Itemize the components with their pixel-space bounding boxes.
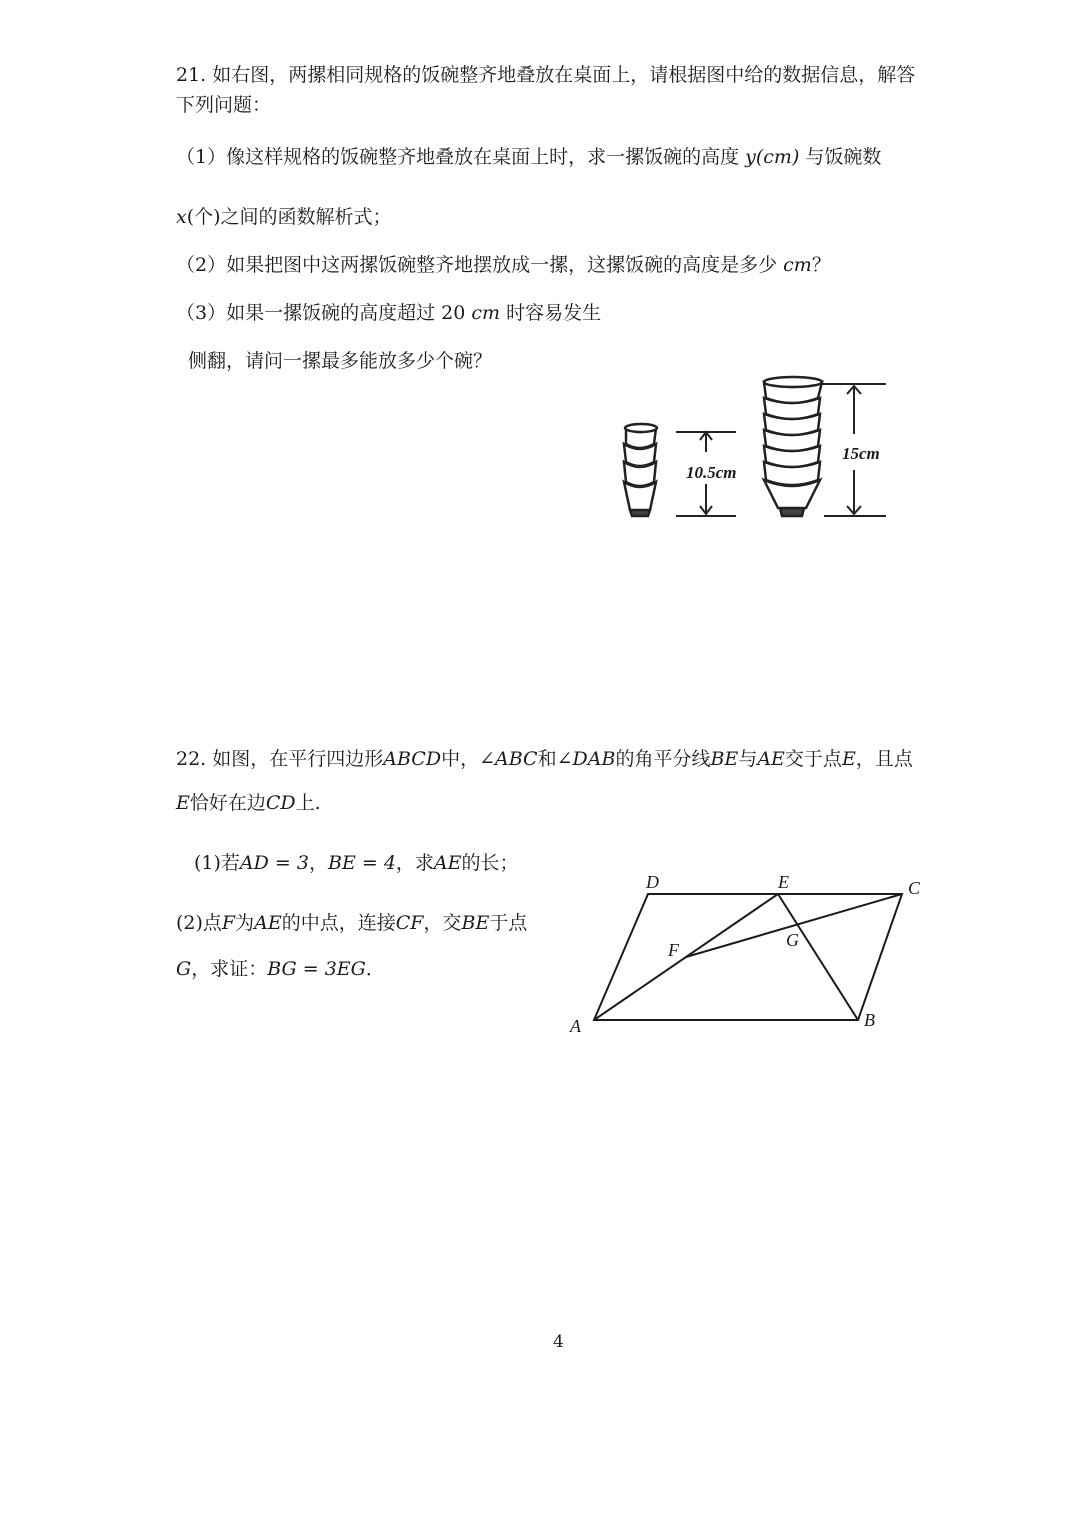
- q22-intro-text-g: ，且点: [855, 748, 913, 770]
- label-point-c: C: [908, 878, 921, 898]
- q22-intro-line-1: [176, 746, 913, 772]
- q21-part2-unit: cm: [783, 254, 812, 276]
- q22-intro-text-c: 和: [537, 748, 557, 770]
- small-stack-height-label: 10.5cm: [686, 463, 737, 482]
- q22-part2-line-1: [176, 910, 527, 936]
- q22-part1-text-a: (1)若: [194, 852, 240, 874]
- q22-part2-line-2: [176, 956, 385, 982]
- label-point-a: A: [570, 1016, 581, 1036]
- page-number: 4: [553, 1332, 564, 1352]
- q22-intro-line-2: [176, 790, 321, 816]
- q21-part1-line-1: [176, 144, 881, 170]
- q22-part2-f: F: [221, 912, 236, 934]
- q22-line2-e: E: [176, 792, 190, 814]
- small-stack-rim: [625, 424, 657, 432]
- q22-line2-text-a: 恰好在边: [189, 792, 266, 814]
- q21-part3-text-a: （3）如果一摞饭碗的高度超过 20: [176, 302, 466, 324]
- q21-part2-text-b: ？: [811, 254, 831, 276]
- q22-intro-text-d: 的角平分线: [615, 748, 711, 770]
- q22-part1-text-d: 的长；: [461, 852, 519, 874]
- segment-be: [778, 894, 858, 1020]
- q21-part1-var-y: y(cm): [745, 146, 800, 168]
- label-point-b: B: [864, 1010, 875, 1030]
- q21-part1-text-c: (个)之间的函数解析式；: [186, 206, 392, 228]
- q21-part3-line-2: 侧翻，请问一摞最多能放多少个碗？: [188, 350, 493, 372]
- q21-intro-line-1: 21. 如右图，两摞相同规格的饭碗整齐地叠放在桌面上，请根据图中给的数据信息，解答: [176, 64, 916, 86]
- label-point-g: G: [786, 930, 799, 950]
- q22-intro-e: E: [841, 748, 856, 770]
- q22-intro-abcd: ABCD: [383, 748, 442, 770]
- q22-part2-text-d: ，交: [423, 912, 462, 934]
- q21-part1-text-a: （1）像这样规格的饭碗整齐地叠放在桌面上时，求一摞饭碗的高度: [176, 146, 740, 168]
- q22-part2-g: G: [176, 958, 192, 980]
- q21-intro-line-2: 下列问题：: [176, 94, 272, 116]
- q22-intro-angle-abc: ∠ABC: [479, 748, 538, 770]
- q22-intro-text-f: 交于点: [784, 748, 842, 770]
- q21-part1-var-x: x: [176, 206, 187, 228]
- q22-part2-be: BE: [461, 912, 490, 934]
- parallelogram-abcd: [594, 894, 902, 1020]
- q22-part2-text-a: (2)点: [176, 912, 222, 934]
- q21-part2-text-a: （2）如果把图中这两摞饭碗整齐地摆放成一摞，这摞饭碗的高度是多少: [176, 254, 778, 276]
- q22-intro-text-e: 与: [738, 748, 758, 770]
- q22-part2-text-c: 的中点，连接: [281, 912, 396, 934]
- q22-part1-text-b: ，: [308, 852, 328, 874]
- large-stack-height-label: 15cm: [842, 444, 880, 463]
- q22-intro-be: BE: [710, 748, 739, 770]
- small-bowl-stack: [624, 424, 657, 516]
- q22-intro-angle-dab: ∠DAB: [556, 748, 616, 770]
- q22-intro-ae: AE: [757, 748, 785, 770]
- q22-line2-cd: CD: [265, 792, 296, 814]
- q22-part1-eq-be: BE = 4: [327, 852, 396, 874]
- q22-part1-ae: AE: [433, 852, 462, 874]
- label-point-d: D: [646, 872, 659, 892]
- q22-part2-text-f: ，求证：: [191, 958, 268, 980]
- q22-part2-text-g: ．: [365, 958, 385, 980]
- q22-part2-cf: CF: [395, 912, 424, 934]
- large-bowl-stack: [764, 377, 822, 516]
- q21-part1-text-b: 与饭碗数: [805, 146, 882, 168]
- q22-line2-text-b: 上.: [295, 792, 321, 814]
- q22-intro-text-b: 中，: [441, 748, 480, 770]
- q21-part3-text-b: 时容易发生: [506, 302, 602, 324]
- q21-part3-unit: cm: [471, 302, 501, 324]
- label-point-e: E: [778, 872, 789, 892]
- q21-part1-line-2: [176, 204, 392, 230]
- q22-part2-ae: AE: [254, 912, 282, 934]
- q22-intro-text-a: 22. 如图，在平行四边形: [176, 748, 384, 770]
- q22-part2-text-b: 为: [235, 912, 255, 934]
- q22-part2-text-e: 于点: [489, 912, 528, 934]
- q21-part2-line: [176, 252, 831, 278]
- q22-part2-eq-bg: BG = 3EG: [267, 958, 366, 980]
- q22-part1-text-c: ，求: [395, 852, 434, 874]
- large-stack-rim: [764, 377, 822, 387]
- q21-part3-line-1: [176, 300, 601, 326]
- label-point-f: F: [668, 940, 679, 960]
- q22-part1-eq-ad: AD = 3: [239, 852, 309, 874]
- parallelogram-figure: [560, 860, 940, 1050]
- q22-part1-line: [194, 850, 519, 876]
- bowl-stacks-figure: [610, 370, 910, 540]
